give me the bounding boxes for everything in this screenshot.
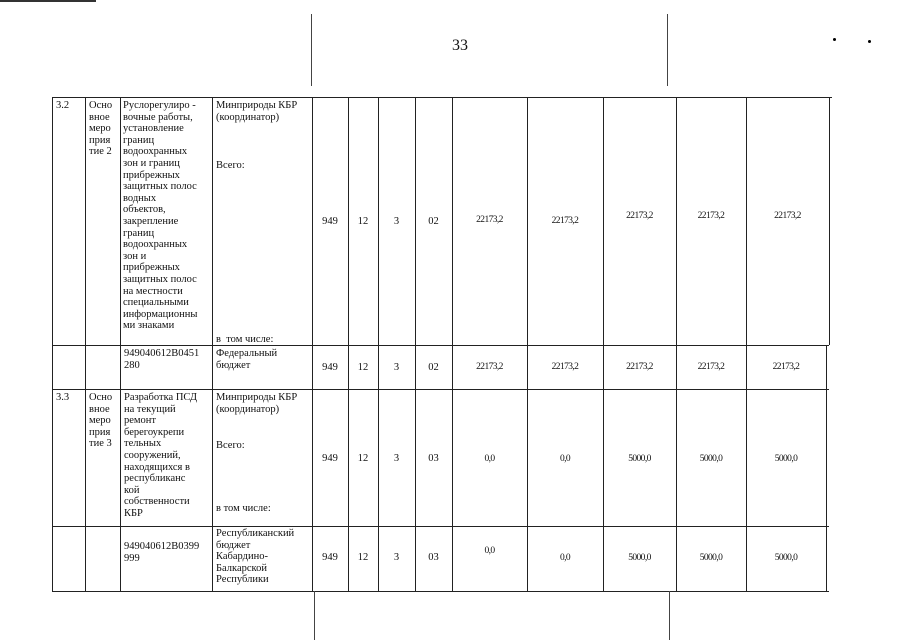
value-year-4: 22173,2: [697, 211, 725, 221]
value-year-5: 22173,2: [772, 362, 800, 372]
code-section: 12: [357, 216, 369, 227]
value-year-3: 5000,0: [628, 454, 651, 464]
value-year-1: 22173,2: [476, 362, 503, 372]
code-section: 12: [357, 362, 369, 373]
value-year-3: 5000,0: [628, 553, 651, 563]
code-grbs: 949: [322, 552, 338, 563]
including-label: в том числе:: [216, 503, 271, 514]
value-year-5: 5000,0: [774, 553, 798, 563]
total-label: Всего:: [216, 440, 245, 451]
code-grbs: 949: [322, 453, 338, 464]
activity-name: Руслорегулиро - вочные работы, установление границ водоохранных зон и границ прибрежных защитных полос водных объектов, закрепление границ водоохранных зон и прибрежных защитных полос на местности специальными информационны ми знаками: [123, 100, 198, 332]
code-target: 02: [428, 362, 439, 373]
value-year-4: 5000,0: [699, 454, 723, 464]
including-label: в том числе:: [216, 334, 274, 345]
top-corner-mark: [0, 0, 96, 2]
code-section: 12: [357, 552, 369, 563]
funding-source: Республиканский бюджет Кабардино- Балкарской Республики: [216, 528, 295, 586]
row-number: 3.3: [56, 392, 70, 403]
funding-source: Федеральный бюджет: [216, 348, 278, 371]
value-year-3: 22173,2: [626, 211, 653, 221]
code-target: 03: [428, 552, 439, 563]
budget-code: 949040612B0451 280: [124, 348, 200, 371]
code-subsection: 3: [393, 216, 400, 227]
value-year-5: 5000,0: [774, 454, 798, 464]
scan-fold-line-left-bottom: [314, 591, 315, 640]
code-subsection: 3: [393, 453, 400, 464]
value-year-2: 22173,2: [551, 216, 579, 226]
dot-mark: [868, 40, 871, 43]
scan-fold-line-right: [667, 14, 668, 86]
value-year-1: 22173,2: [476, 215, 503, 225]
value-year-4: 22173,2: [697, 362, 725, 372]
value-year-4: 5000,0: [699, 553, 723, 563]
code-target: 03: [428, 453, 439, 464]
value-year-2: 22173,2: [551, 362, 579, 372]
row-number: 3.2: [56, 100, 70, 111]
code-section: 12: [357, 453, 369, 464]
value-year-2: 0,0: [559, 553, 571, 563]
value-year-2: 0,0: [559, 454, 571, 464]
value-year-5: 22173,2: [774, 211, 801, 221]
code-grbs: 949: [322, 362, 338, 373]
scan-fold-line-left: [311, 14, 312, 86]
page-number: 33: [452, 37, 468, 54]
total-label: Всего:: [216, 160, 245, 171]
activity-type: Осно вное меро прия тие 2: [89, 100, 113, 158]
code-grbs: 949: [322, 216, 338, 227]
code-target: 02: [428, 216, 439, 227]
code-subsection: 3: [393, 362, 400, 373]
code-subsection: 3: [393, 552, 400, 563]
scan-fold-line-right-bottom: [669, 591, 670, 640]
responsible: Минприроды КБР (координатор): [216, 100, 298, 123]
responsible: Минприроды КБР (координатор): [216, 392, 298, 415]
value-year-1: 0,0: [484, 546, 495, 556]
value-year-1: 0,0: [484, 454, 495, 464]
dot-mark: [833, 38, 836, 41]
activity-type: Осно вное меро прия тие 3: [89, 392, 113, 450]
value-year-3: 22173,2: [626, 362, 653, 372]
activity-name: Разработка ПСД на текущий ремонт берегоукрепи тельных сооружений, находящихся в республиканс кой собственности КБР: [124, 392, 198, 519]
budget-code: 949040612B0399 999: [124, 541, 200, 564]
